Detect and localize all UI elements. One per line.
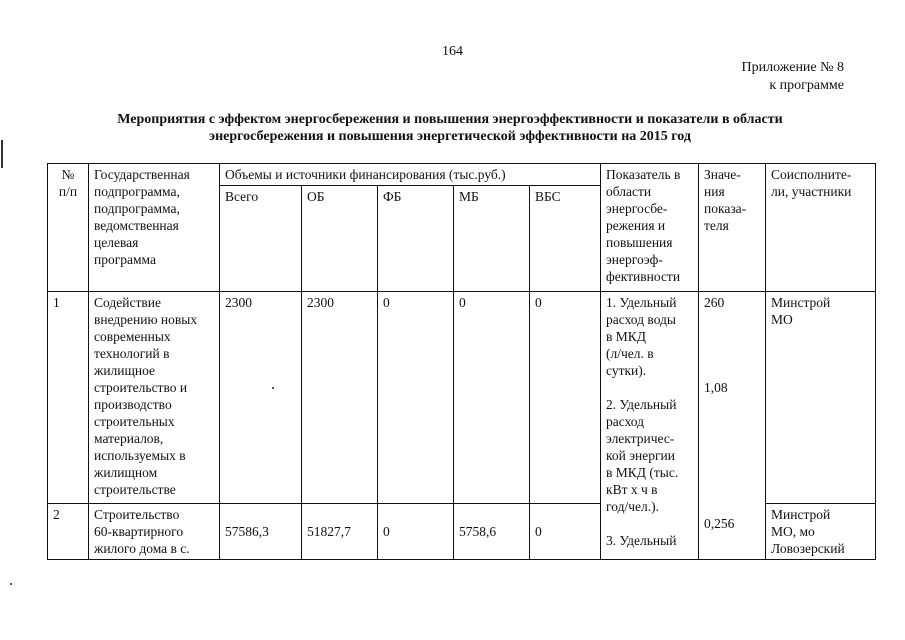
header-indicator: Показатель в области энергосбе- режения и повышения энергоэф- фективности	[601, 164, 699, 292]
title-line-1: Мероприятия с эффектом энергосбережения и повышения энергоэффективности и показатели в области	[117, 112, 783, 127]
header-num: № п/п	[48, 164, 89, 292]
value-1: 260	[704, 295, 725, 310]
header-total: Всего	[220, 186, 302, 292]
header-partners: Соисполните- ли, участники	[766, 164, 876, 292]
row2-vbs: 0	[530, 504, 601, 560]
row1-total: 2300	[220, 292, 302, 504]
scan-speck	[10, 583, 12, 585]
table-row	[48, 292, 876, 504]
page-number: 164	[442, 44, 463, 59]
row1-vbs: 0	[530, 292, 601, 504]
header-mb: МБ	[454, 186, 530, 292]
row1-partners: Минстрой МО	[766, 292, 876, 504]
row1-program: Содействие внедрению новых современных технологий в жилищное строительство и производство строительных материалов, используемых в жилищном строительстве	[89, 292, 220, 504]
indicator-cell: 1. Удельный расход воды в МКД (л/чел. в сутки). 2. Удельный расход электричес- кой энергии в МКД (тыс. кВт х ч в год/чел.). 3. Удельный	[601, 292, 699, 560]
row1-fb: 0	[378, 292, 454, 504]
appendix-note	[742, 59, 845, 95]
row2-partners: Минстрой МО, мо Ловозерский	[766, 504, 876, 560]
measures-table	[47, 163, 876, 560]
row1-num: 1	[48, 292, 89, 504]
header-row	[48, 164, 876, 186]
title-line-2: энергосбережения и повышения энергетической эффективности на 2015 год	[209, 129, 691, 144]
document-title	[70, 111, 830, 145]
value-2: 1,08	[704, 380, 728, 395]
header-ob: ОБ	[302, 186, 378, 292]
value-3: 0,256	[704, 516, 735, 531]
scan-mark	[1, 140, 3, 168]
appendix-line-2: к программе	[769, 78, 844, 93]
row1-mb: 0	[454, 292, 530, 504]
row1-ob: 2300	[302, 292, 378, 504]
row2-program: Строительство 60-квартирного жилого дома в с.	[89, 504, 220, 560]
appendix-line-1: Приложение № 8	[741, 60, 844, 75]
header-fb: ФБ	[378, 186, 454, 292]
row2-num: 2	[48, 504, 89, 560]
header-program: Государственная подпрограмма, подпрограмма, ведомственная целевая программа	[89, 164, 220, 292]
header-value: Значе- ния показа- теля	[699, 164, 766, 292]
row2-total: 57586,3	[220, 504, 302, 560]
row2-ob: 51827,7	[302, 504, 378, 560]
row2-mb: 5758,6	[454, 504, 530, 560]
value-cell	[699, 292, 766, 560]
header-vbs: ВБС	[530, 186, 601, 292]
row2-fb: 0	[378, 504, 454, 560]
header-funding: Объемы и источники финансирования (тыс.руб.)	[220, 164, 601, 186]
